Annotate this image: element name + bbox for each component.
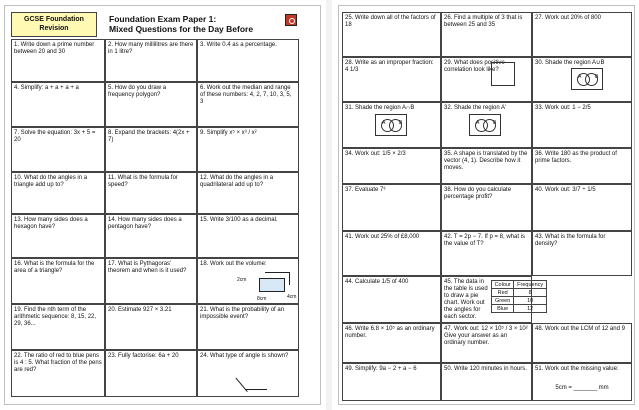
- question-25: 25. Write down all of the factors of 18: [342, 12, 441, 57]
- angle-icon: [245, 374, 269, 390]
- question-51-text: 51. Work out the missing value:: [535, 366, 619, 372]
- question-20: 20. Estimate 927 × 3.21: [105, 304, 197, 350]
- venn-label-b: B: [493, 120, 497, 126]
- question-40: 40. Work out: 3/7 ÷ 1/5: [532, 184, 632, 231]
- table-header-row: [492, 281, 547, 289]
- question-21: 21. What is the probability of an impossible event?: [197, 304, 299, 350]
- page-gutter: [326, 0, 332, 410]
- dim-height: 2cm: [237, 277, 247, 283]
- title-line2: Mixed Questions for the Day Before: [109, 24, 254, 34]
- question-9: 9. Simplify x⁵ × x³ / x²: [197, 127, 299, 172]
- col-frequency: Frequency: [514, 281, 547, 289]
- table-row: [492, 297, 547, 305]
- question-15: 15. Write 3/100 as a decimal.: [197, 214, 299, 258]
- question-12: 12. What do the angles in a quadrilateral add up to?: [197, 172, 299, 214]
- question-34: 34. Work out: 1/5 × 2/3: [342, 148, 441, 184]
- question-23: 23. Fully factorise: 6a + 20: [105, 350, 197, 397]
- question-11: 11. What is the formula for speed?: [105, 172, 197, 214]
- venn-label-a: A: [476, 120, 480, 126]
- question-36: 36. Write 180 as the product of prime factors.: [532, 148, 632, 184]
- question-2: 2. How many millilitres are there in 1 litre?: [105, 39, 197, 82]
- question-43: 43. What is the formula for density?: [532, 231, 632, 276]
- cell-frequency: 12: [514, 305, 547, 313]
- table-row: [492, 289, 547, 297]
- question-8: 8. Expand the brackets: 4(2x + 7): [105, 127, 197, 172]
- venn-label-b: B: [399, 120, 403, 126]
- scatter-icon: [491, 62, 515, 86]
- cell-frequency: 10: [514, 297, 547, 305]
- cell-frequency: 8: [514, 289, 547, 297]
- question-41: 41. Work out 25% of £8,000: [342, 231, 441, 276]
- badge-line1: GCSE Foundation: [24, 16, 84, 23]
- badge-line2: Revision: [39, 25, 69, 32]
- question-26: 26. Find a multiple of 3 that is between 25 and 35: [441, 12, 532, 57]
- venn-label-a: A: [578, 74, 582, 80]
- frequency-table: [491, 280, 547, 313]
- cell-colour: Red: [492, 289, 514, 297]
- question-28: 28. Write as an improper fraction: 4 1/3: [342, 57, 441, 102]
- question-6: 6. Work out the median and range of these numbers: 4, 2, 7, 10, 3, 5, 3: [197, 82, 299, 127]
- question-30: 30. Shade the region A∪B: [532, 57, 632, 102]
- question-1: 1. Write down a prime number between 20 and 30: [11, 39, 105, 82]
- question-46: 46. Write 6.8 × 10⁵ as an ordinary number.: [342, 323, 441, 363]
- venn-diagram-32: [469, 114, 501, 136]
- question-19: 19. Find the nth term of the arithmetic sequence: 8, 15, 22, 29, 36...: [11, 304, 105, 350]
- question-48: 48. Work out the LCM of 12 and 9: [532, 323, 632, 363]
- revision-badge: [11, 12, 97, 37]
- question-44: 44. Calculate 1/5 of 400: [342, 276, 441, 323]
- right-page: [338, 5, 635, 405]
- question-3: 3. Write 0.4 as a percentage.: [197, 39, 299, 82]
- col-colour: Colour: [492, 281, 514, 289]
- table-row: [492, 305, 547, 313]
- question-42: 42. T = 2p − 7. If p = 8, what is the value of T?: [441, 231, 532, 276]
- question-50: 50. Write 120 minutes in hours.: [441, 363, 532, 401]
- question-32: 32. Shade the region A': [441, 102, 532, 148]
- cell-colour: Blue: [492, 305, 514, 313]
- question-13: 13. How many sides does a hexagon have?: [11, 214, 105, 258]
- question-7: 7. Solve the equation: 3x + 5 = 20: [11, 127, 105, 172]
- question-18-text: 18. Work out the volume:: [200, 261, 267, 267]
- left-page: [4, 5, 321, 405]
- question-51-equation: 5cm = _______ mm: [555, 385, 609, 391]
- question-29: 29. What does positive correlation look like?: [441, 57, 532, 102]
- question-35: 35. A shape is translated by the vector (4, 1). Describe how it moves.: [441, 148, 532, 184]
- title-line1: Foundation Exam Paper 1:: [109, 14, 217, 24]
- question-47: 47. Work out: 12 × 10⁵ / 3 × 10² Give your answer as an ordinary number.: [441, 323, 532, 363]
- question-24: 24. What type of angle is shown?: [197, 350, 299, 397]
- question-5: 5. How do you draw a frequency polygon?: [105, 82, 197, 127]
- question-45-text: 45. The data in the table is used to draw a pie chart. Work out the angles for each sector.: [444, 279, 488, 320]
- cuboid-diagram: [253, 272, 289, 298]
- question-38: 38. How do you calculate percentage profit?: [441, 184, 532, 231]
- question-14: 14. How many sides does a pentagon have?: [105, 214, 197, 258]
- dim-width: 4cm: [287, 294, 297, 300]
- question-33: 33. Work out: 1 − 2/5: [532, 102, 632, 148]
- question-22: 22. The ratio of red to blue pens is 4 : 5. What fraction of the pens are red?: [11, 350, 105, 397]
- venn-label-b: B: [595, 74, 599, 80]
- question-10: 10. What do the angles in a triangle add up to?: [11, 172, 105, 214]
- venn-diagram-30: [571, 68, 603, 90]
- venn-label-a: A: [382, 120, 386, 126]
- question-27: 27. Work out 20% of 800: [532, 12, 632, 57]
- venn-diagram-31: [375, 114, 407, 136]
- question-31: 31. Shade the region A∩B: [342, 102, 441, 148]
- page-title: [109, 14, 253, 34]
- dim-length: 8cm: [257, 296, 267, 302]
- question-4: 4. Simplify: a + a + a + a: [11, 82, 105, 127]
- logo-icon: [285, 14, 297, 26]
- question-37: 37. Evaluate 7³: [342, 184, 441, 231]
- question-49: 49. Simplify: 9a − 2 + a − 6: [342, 363, 441, 401]
- question-17: 17. What is Pythagoras' theorem and when is it used?: [105, 258, 197, 304]
- cell-colour: Green: [492, 297, 514, 305]
- question-16: 16. What is the formula for the area of a triangle?: [11, 258, 105, 304]
- question-51: [532, 363, 632, 401]
